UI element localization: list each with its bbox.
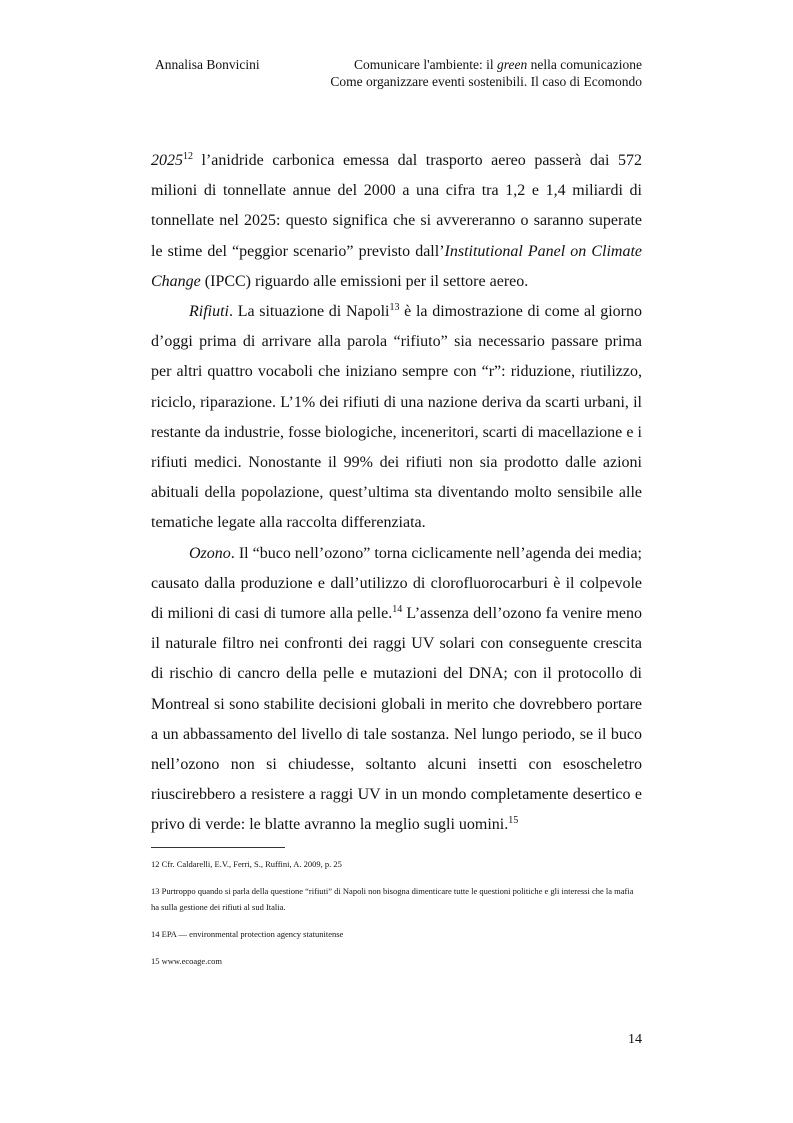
- page-number: 14: [628, 1032, 642, 1047]
- footnote-ref-13[interactable]: 13: [389, 302, 400, 314]
- footnote-ref-15[interactable]: 15: [508, 815, 519, 827]
- footnote-14: 14 EPA — environmental protection agency statunitense: [151, 929, 344, 939]
- running-header-title: [330, 56, 642, 90]
- paragraph-1-text-end: (IPCC) riguardo alle emissioni per il settore aereo.: [200, 272, 529, 290]
- footnote-13: 13 Purtroppo quando si parla della questione “rifiuti” di Napoli non bisogna dimenticare tutte le questioni politiche e gli interessi che la mafia ha sulla gestione dei rifiuti al sud Italia.: [151, 886, 634, 912]
- footnote-ref-12[interactable]: 12: [183, 151, 193, 162]
- footnote-12: 12 Cfr. Caldarelli, E.V., Ferri, S., Ruffini, A. 2009, p. 25: [151, 859, 342, 869]
- footnote-15[interactable]: 15 www.ecoage.com: [151, 956, 222, 966]
- header-title-part1: Comunicare l'ambiente: il: [354, 57, 498, 72]
- paragraph-ozono-lead: Ozono: [189, 544, 231, 562]
- body-text: [151, 146, 642, 841]
- footnote-divider: [151, 847, 285, 848]
- header-title-part2: nella comunicazione: [527, 57, 642, 72]
- paragraph-rifiuti-text-end: è la dimostrazione di come al giorno d’oggi prima di arrivare alla parola “rifiuto” sia necessario passare prima per altri quattro vocaboli che iniziano sempre con “r”: riduzione, riutilizzo, riciclo, riparazione. L’1% dei rifiuti di una nazione deriva da scarti urbani, il restante da industrie, fosse biologiche, inceneritori, scarti di macellazione e i rifiuti medici. Nonostante il 99% dei rifiuti non sia prodotto dalle azioni abituali della popolazione, quest’ultima sta diventando molto sensibile alle tematiche legate alla raccolta differenziata.: [151, 303, 642, 532]
- paragraph-rifiuti-lead: Rifiuti: [189, 303, 229, 321]
- paragraph-1-lead: 2025: [151, 152, 183, 169]
- paragraph-ozono-text-middle: L’assenza dell’ozono fa venire meno il naturale filtro nei confronti dei raggi UV solari con conseguente crescita di rischio di cancro della pelle e mutazioni del DNA; con il protocollo di Montreal si sono stabilite decisioni globali in merito che dovrebbero portare a un abbassamento del livello di tale sostanza. Nel lungo periodo, se il buco nell’ozono non si chiudesse, soltanto alcuni insetti con esoscheletro riuscirebbero a resistere a raggi UV in un mondo completamente desertico e privo di verde: le blatte avranno la meglio sugli uomini.: [151, 605, 642, 834]
- footnotes: [151, 856, 643, 980]
- running-header-author: Annalisa Bonvicini: [155, 57, 260, 72]
- paragraph-ozono-text: . Il “buco nell’ozono” torna ciclicamente nell’agenda dei media; causato dalla produzione e dall’utilizzo di clorofluorocarburi è il colpevole di milioni di casi di tumore alla pelle.: [151, 544, 642, 623]
- footnote-ref-14[interactable]: 14: [392, 604, 403, 616]
- paragraph-1-text: l’anidride carbonica emessa dal trasporto aereo passerà dai 572 milioni di tonnellate annue del 2000 a una cifra tra 1,2 e 1,4 miliardi di tonnellate nel 2025: questo significa che si avvereranno o saranno superate le stime del “peggior scenario” previsto dall’: [151, 152, 642, 260]
- paragraph-rifiuti: [151, 297, 642, 539]
- running-header-title-line1: [330, 56, 642, 73]
- paragraph-1-italic-term: Institutional Panel on Climate Change: [151, 242, 642, 290]
- paragraph-ozono: [151, 539, 642, 841]
- header-title-italic: green: [497, 57, 528, 72]
- paragraph-1: [151, 146, 642, 297]
- running-header-title-line2: Come organizzare eventi sostenibili. Il caso di Ecomondo: [330, 74, 642, 89]
- paragraph-rifiuti-text: . La situazione di Napoli: [229, 303, 390, 321]
